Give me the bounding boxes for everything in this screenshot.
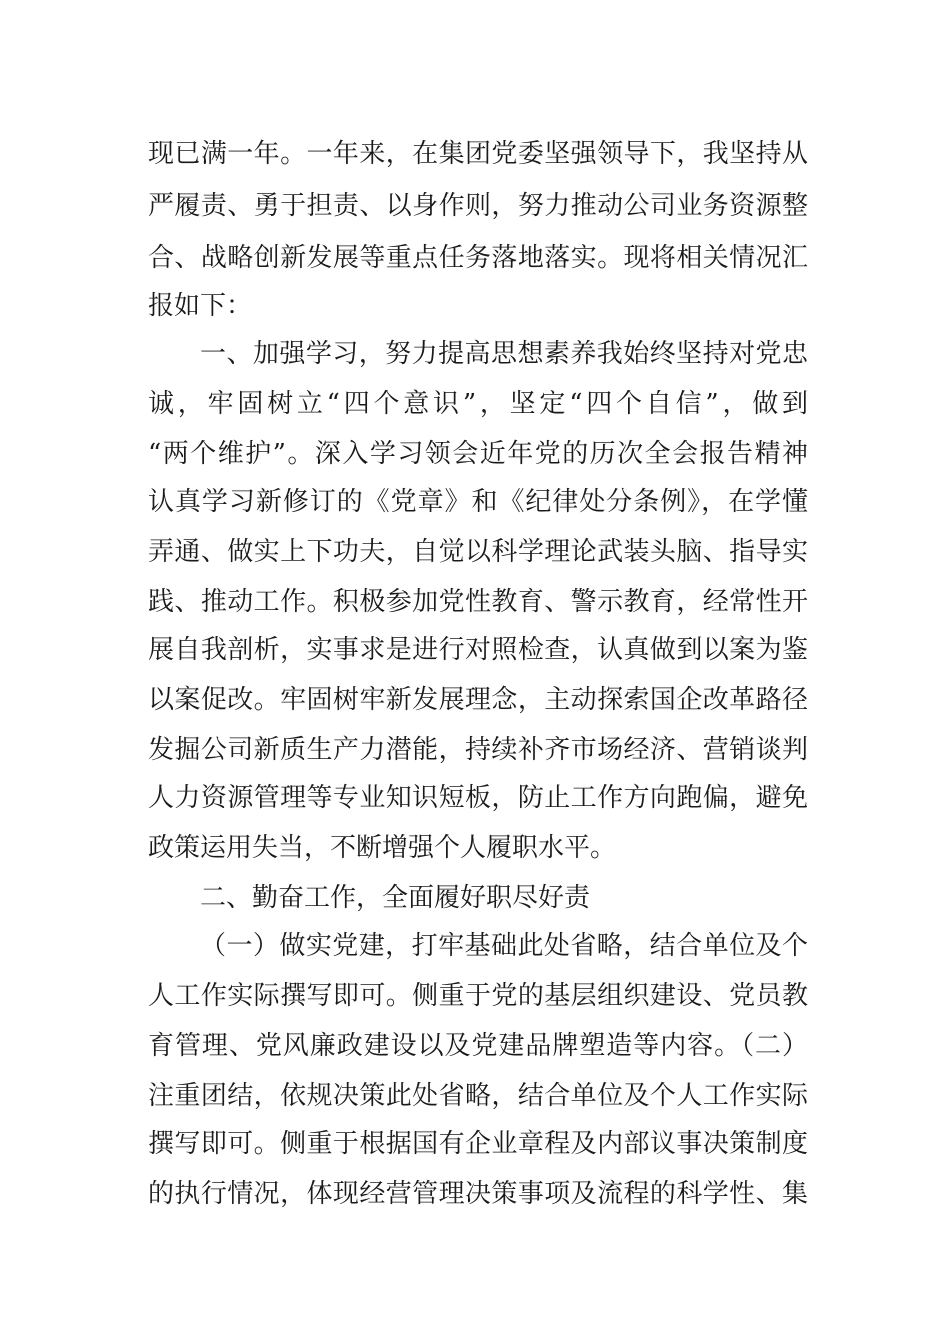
body-text-line: 政策运用失当，不断增强个人履职水平。 <box>148 833 617 863</box>
body-text-line: 诚，牢固树立“四个意识”，坚定“四个自信”，做到 <box>148 389 808 419</box>
body-text-line: 报如下： <box>148 291 253 321</box>
body-text-line: 注重团结，依规决策此处省略，结合单位及个人工作实际 <box>148 1081 808 1111</box>
section-heading-line: 一、加强学习，努力提高思想素养我始终坚持对党忠 <box>200 339 808 369</box>
body-text-line: 人工作实际撰写即可。侧重于党的基层组织建设、党员教 <box>148 981 808 1011</box>
body-text-line: 以案促改。牢固树牢新发展理念，主动探索国企改革路径 <box>148 685 808 715</box>
body-text-line: 人力资源管理等专业知识短板，防止工作方向跑偏，避免 <box>148 783 808 813</box>
section-heading-line: 二、勤奋工作，全面履好职尽好责 <box>200 883 591 913</box>
body-text-line: 发掘公司新质生产力潜能，持续补齐市场经济、营销谈判 <box>148 735 808 765</box>
body-text-line: 展自我剖析，实事求是进行对照检查，认真做到以案为鉴 <box>148 635 808 665</box>
body-text-line: 撰写即可。侧重于根据国有企业章程及内部议事决策制度 <box>148 1129 808 1159</box>
body-text-line: 践、推动工作。积极参加党性教育、警示教育，经常性开 <box>148 587 808 617</box>
body-text-line: 的执行情况，体现经营管理决策事项及流程的科学性、集 <box>148 1179 808 1209</box>
body-text-line: 严履责、勇于担责、以身作则，努力推动公司业务资源整 <box>148 191 808 221</box>
body-text-line: 育管理、党风廉政建设以及党建品牌塑造等内容。（二） <box>148 1031 808 1061</box>
body-text-line: 合、战略创新发展等重点任务落地落实。现将相关情况汇 <box>148 243 808 273</box>
body-text-line: 弄通、做实上下功夫，自觉以科学理论武装头脑、指导实 <box>148 537 808 567</box>
body-text-line: 认真学习新修订的《党章》和《纪律处分条例》，在学懂 <box>148 487 808 517</box>
body-text-line: “两个维护”。深入学习领会近年党的历次全会报告精神 <box>148 439 808 469</box>
body-text-line: 现已满一年。一年来，在集团党委坚强领导下，我坚持从 <box>148 139 808 169</box>
subsection-heading-line: （一）做实党建，打牢基础此处省略，结合单位及个 <box>200 931 808 961</box>
